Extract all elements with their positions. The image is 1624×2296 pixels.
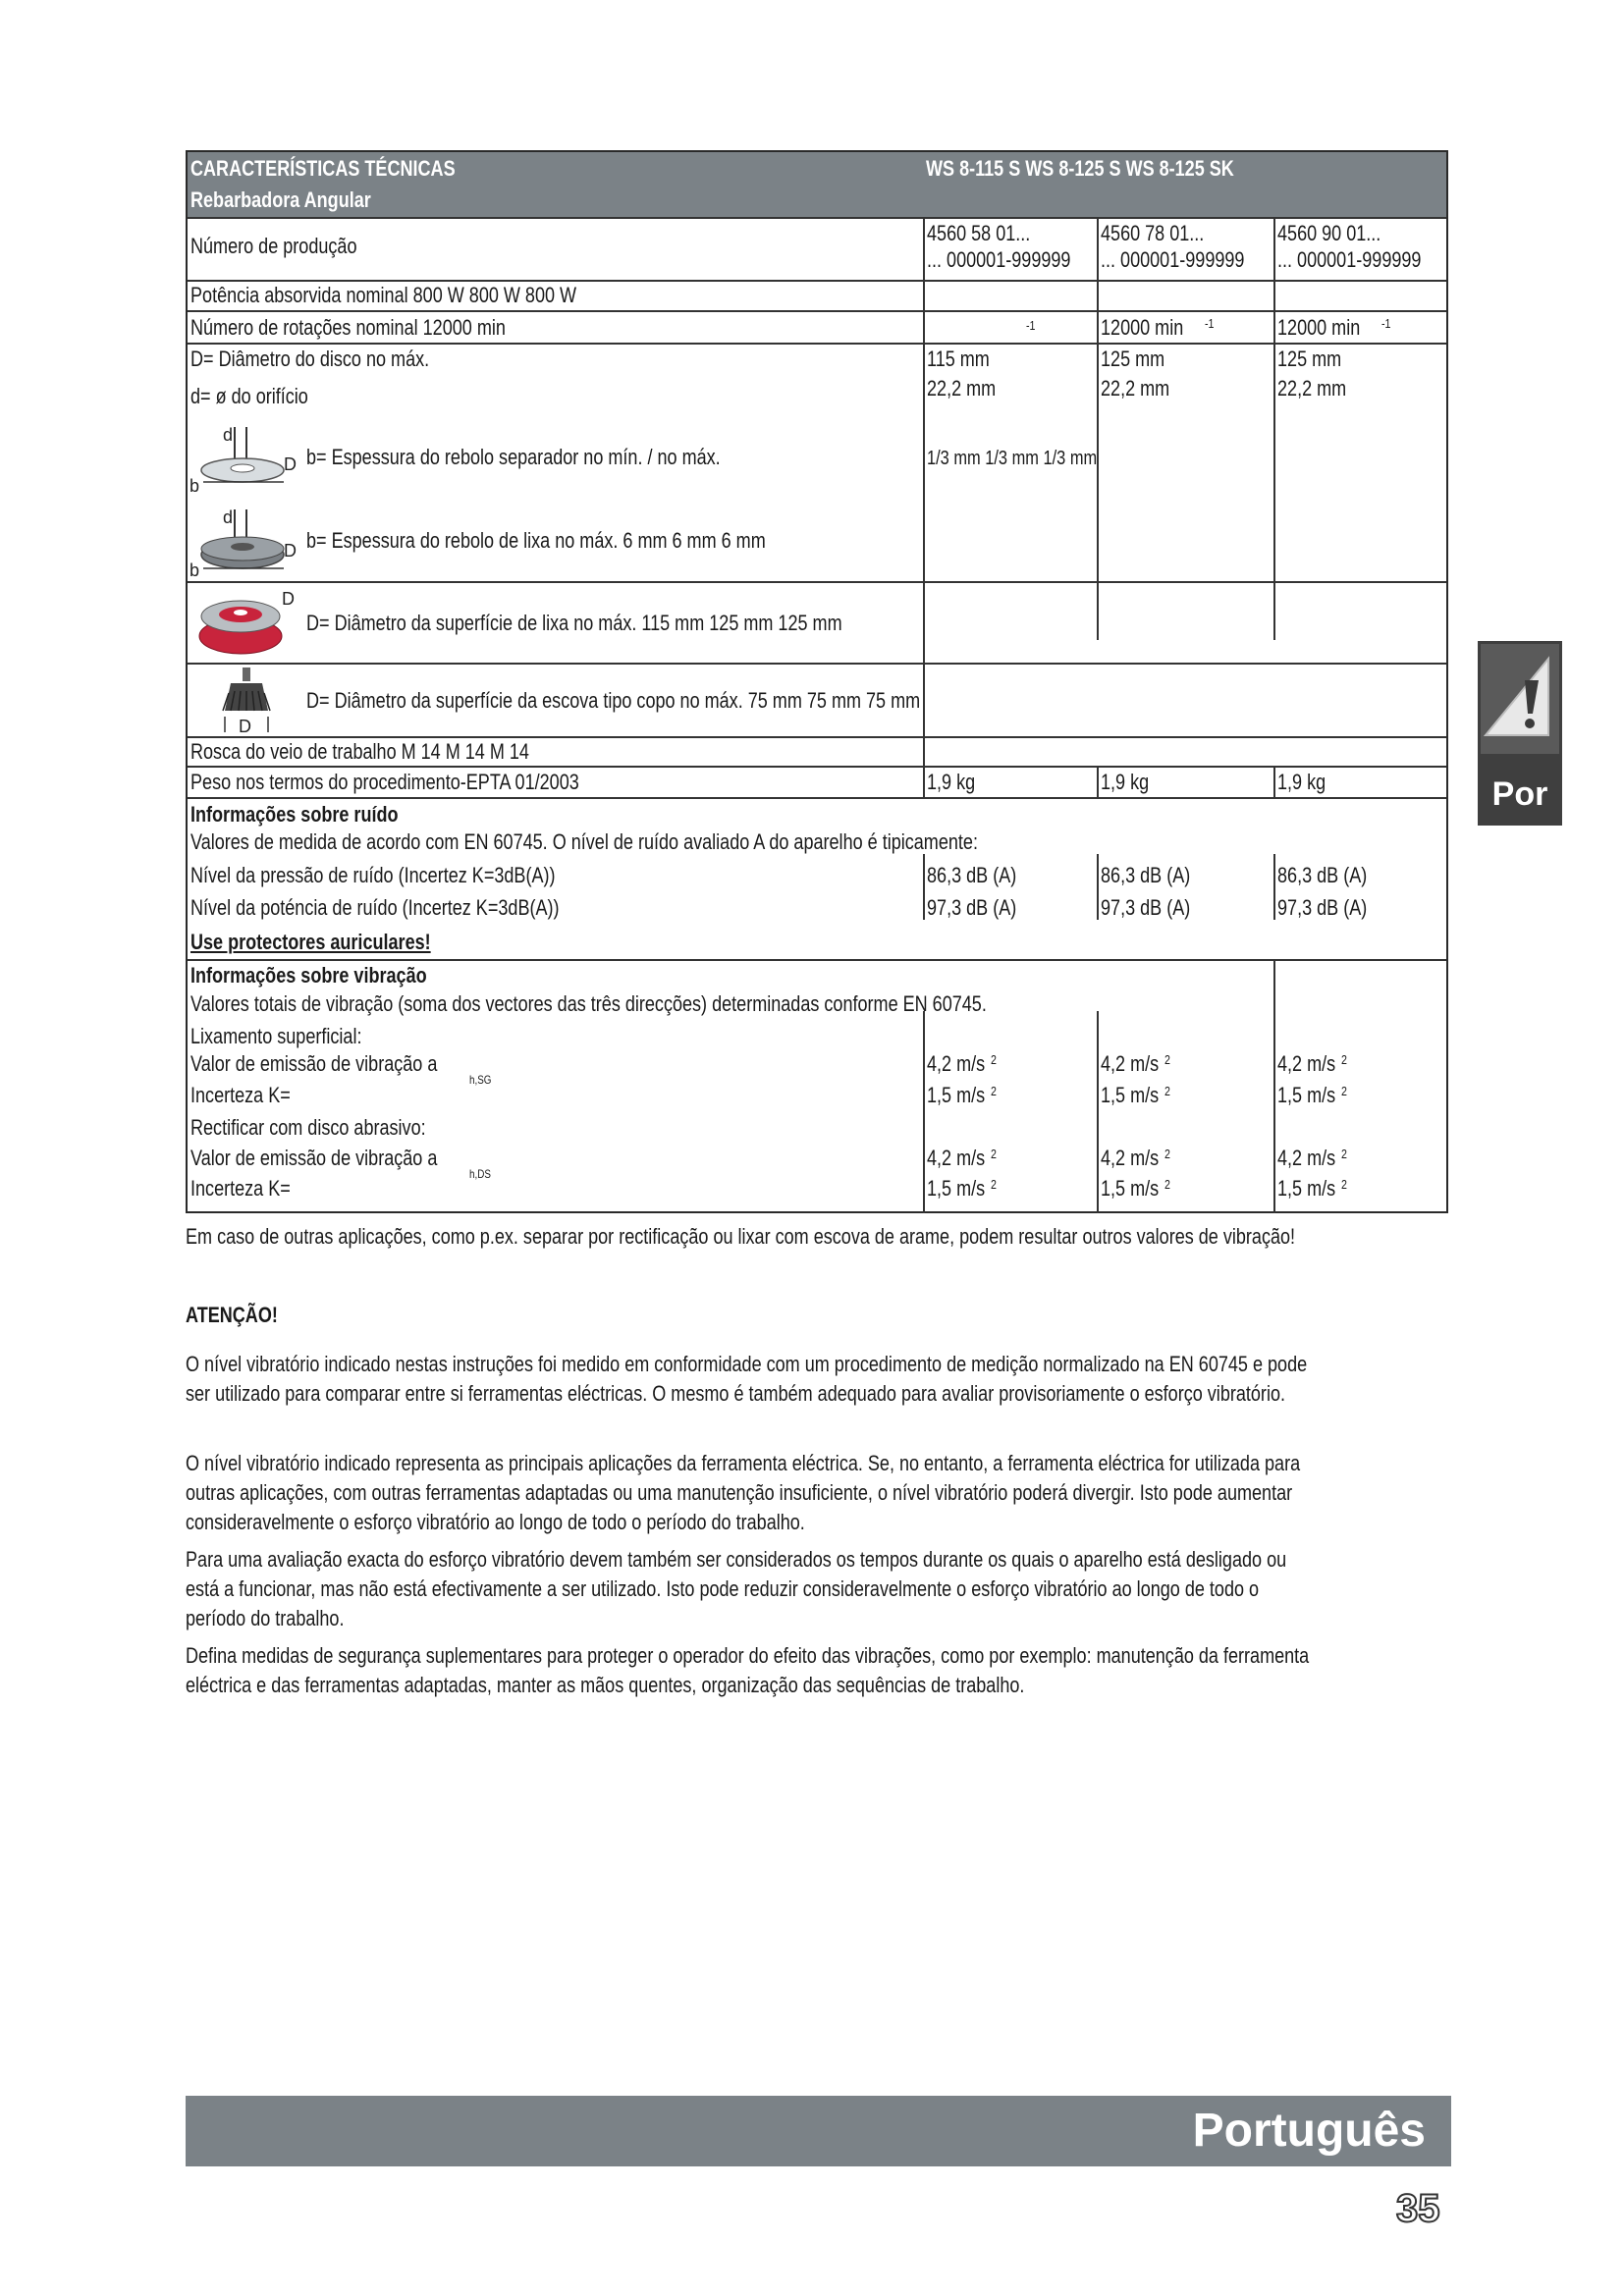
disc-grinding-label: Rectificar com disco abrasivo: <box>190 1115 426 1140</box>
emission-label-sg: Valor de emissão de vibração a <box>190 1051 438 1076</box>
noise-power-label: Nível da poténcia de ruído (Incertez K=3dB(A)) <box>190 895 560 920</box>
footer-language-title: Português <box>1192 2105 1426 2157</box>
cup-brush-icon <box>217 666 276 734</box>
svg-text:d: d <box>223 425 234 445</box>
sq-sup: 2 <box>1164 1177 1170 1192</box>
noise-pressure-c1: 86,3 dB (A) <box>927 863 1017 887</box>
svg-text:D: D <box>284 454 297 474</box>
svg-text:D: D <box>284 541 297 561</box>
vib-sg-uncert-c1: 1,5 m/s <box>927 1083 986 1107</box>
sq-sup: 2 <box>1164 1084 1170 1098</box>
vib-sg-emission-c2: 4,2 m/s <box>1101 1051 1160 1076</box>
rpm-label: Número de rotações nominal 12000 min <box>190 315 506 340</box>
vib-ds-uncert-c2: 1,5 m/s <box>1101 1176 1160 1201</box>
noise-heading: Informações sobre ruído <box>190 802 399 827</box>
vib-ds-uncert-c1: 1,5 m/s <box>927 1176 986 1201</box>
vibration-paragraph-2: O nível vibratório indicado representa as principais aplicações da ferramenta eléctrica. Se, no entanto, a ferramenta eléctrica for utilizada para outras aplicações, com outras ferramentas adaptadas ou uma manutenção insuficiente, o nível vibratório poderá divergir. Isto pode aumentar consideravelmente o esforço vibratório ao longo de todo o período do trabalho. <box>186 1451 1301 1534</box>
sanding-disc-icon <box>189 583 299 662</box>
weight-c1: 1,9 kg <box>927 770 976 794</box>
sq-sup: 2 <box>1341 1052 1347 1067</box>
production-c2b: ... 000001-999999 <box>1101 247 1245 272</box>
rpm-sup-3: -1 <box>1381 316 1391 331</box>
side-tab-label: Por <box>1491 775 1548 813</box>
weight-c2: 1,9 kg <box>1101 770 1150 794</box>
svg-text:d: d <box>223 507 234 527</box>
disc-c3b: 22,2 mm <box>1277 376 1347 400</box>
noise-intro: Valores de medida de acordo com EN 60745. O nível de ruído avaliado A do aparelho é tipicamente: <box>190 829 978 854</box>
sq-sup: 2 <box>991 1084 997 1098</box>
disc-c1a: 115 mm <box>927 347 990 371</box>
vib-ds-emission-c2: 4,2 m/s <box>1101 1146 1160 1170</box>
table-title: CARACTERÍSTICAS TÉCNICAS <box>190 156 456 181</box>
thread-label: Rosca do veio de trabalho M 14 M 14 M 14 <box>190 739 529 764</box>
cut-thickness-label: b= Espessura do rebolo separador no mín. / no máx. <box>306 445 721 469</box>
svg-text:b: b <box>189 476 200 496</box>
production-c3a: 4560 90 01... <box>1277 221 1381 245</box>
surface-grinding-label: Lixamento superficial: <box>190 1024 362 1048</box>
footer-language-band <box>186 2096 1451 2166</box>
cutting-disc-icon <box>189 421 299 500</box>
attention-heading: ATENÇÃO! <box>186 1303 278 1327</box>
cut-thickness-values: 1/3 mm 1/3 mm 1/3 mm <box>927 448 1098 469</box>
production-label: Número de produção <box>190 234 357 258</box>
production-c1a: 4560 58 01... <box>927 221 1031 245</box>
uncertainty-label-sg: Incerteza K= <box>190 1083 291 1107</box>
noise-pressure-c3: 86,3 dB (A) <box>1277 863 1368 887</box>
table-subtitle: Rebarbadora Angular <box>190 187 371 212</box>
power-label: Potência absorvida nominal 800 W 800 W 800 W <box>190 283 577 307</box>
disc-c2a: 125 mm <box>1101 347 1165 371</box>
vib-sg-uncert-c3: 1,5 m/s <box>1277 1083 1336 1107</box>
sq-sup: 2 <box>1164 1052 1170 1067</box>
vibration-paragraph-3: Para uma avaliação exacta do esforço vibratório devem também ser considerados os tempos durante os quais o aparelho está desligado ou está a funcionar, mas não está efectivamente a ser utilizado. Isto pode reduzir consideravelmente o esforço vibratório ao longo de todo o período do trabalho. <box>186 1547 1287 1630</box>
sq-sup: 2 <box>1164 1147 1170 1161</box>
production-c3b: ... 000001-999999 <box>1277 247 1422 272</box>
sq-sup: 2 <box>991 1147 997 1161</box>
grinding-disc-icon <box>189 504 299 582</box>
rpm-sup-2: -1 <box>1205 316 1215 331</box>
vibration-paragraph-1: O nível vibratório indicado nestas instruções foi medido em conformidade com um procedimento de medição normalizado na EN 60745 e pode ser utilizado para comparar entre si ferramentas eléctricas. O mesmo é também adequado para avaliar provisoriamente o esforço vibratório. <box>186 1352 1308 1406</box>
vibration-paragraph-4: Defina medidas de segurança suplementares para proteger o operador do efeito das vibrações, como por exemplo: manutenção da ferramenta eléctrica e das ferramentas adaptadas, manter as mãos quentes, organização das sequências de trabalho. <box>186 1643 1310 1697</box>
brush-diameter-label: D= Diâmetro da superfície da escova tipo copo no máx. 75 mm 75 mm 75 mm <box>306 688 921 713</box>
noise-pressure-label: Nível da pressão de ruído (Incertez K=3dB(A)) <box>190 863 556 887</box>
noise-power-c1: 97,3 dB (A) <box>927 895 1017 920</box>
uncertainty-label-ds: Incerteza K= <box>190 1176 291 1201</box>
emission-sub-sg: h,SG <box>469 1073 492 1087</box>
rpm-c2: 12000 min <box>1101 315 1184 340</box>
sanding-diameter-label: D= Diâmetro da superfície de lixa no máx. 115 mm 125 mm 125 mm <box>306 611 842 635</box>
svg-text:D: D <box>282 589 295 609</box>
svg-text:b: b <box>189 561 200 580</box>
disc-c3a: 125 mm <box>1277 347 1342 371</box>
disc-c1b: 22,2 mm <box>927 376 997 400</box>
vib-ds-emission-c3: 4,2 m/s <box>1277 1146 1336 1170</box>
vib-sg-uncert-c2: 1,5 m/s <box>1101 1083 1160 1107</box>
vibration-heading: Informações sobre vibração <box>190 963 427 988</box>
svg-text:D: D <box>239 717 251 734</box>
language-side-tab <box>1478 641 1562 826</box>
noise-warning: Use protectores auriculares! <box>190 930 431 954</box>
noise-power-c2: 97,3 dB (A) <box>1101 895 1191 920</box>
production-c1b: ... 000001-999999 <box>927 247 1071 272</box>
noise-pressure-c2: 86,3 dB (A) <box>1101 863 1191 887</box>
vibration-intro: Valores totais de vibração (soma dos vectores das três direcções) determinadas conforme EN 60745. <box>190 991 987 1016</box>
vib-sg-emission-c1: 4,2 m/s <box>927 1051 986 1076</box>
other-applications-note: Em caso de outras aplicações, como p.ex. separar por rectificação ou lixar com escova de arame, podem resultar outros valores de vibração! <box>186 1224 1296 1249</box>
disc-label-2: d= ø do orifício <box>190 384 308 408</box>
sq-sup: 2 <box>991 1052 997 1067</box>
production-c2a: 4560 78 01... <box>1101 221 1205 245</box>
sq-sup: 2 <box>1341 1084 1347 1098</box>
sq-sup: 2 <box>1341 1147 1347 1161</box>
technical-specs-table <box>186 150 1448 1213</box>
vib-ds-emission-c1: 4,2 m/s <box>927 1146 986 1170</box>
page-number: 35 <box>1396 2187 1440 2230</box>
models-header: WS 8-115 S WS 8-125 S WS 8-125 SK <box>926 156 1234 181</box>
vib-sg-emission-c3: 4,2 m/s <box>1277 1051 1336 1076</box>
sq-sup: 2 <box>1341 1177 1347 1192</box>
weight-label: Peso nos termos do procedimento-EPTA 01/2003 <box>190 770 579 794</box>
vib-ds-uncert-c3: 1,5 m/s <box>1277 1176 1336 1201</box>
rpm-c3: 12000 min <box>1277 315 1361 340</box>
weight-c3: 1,9 kg <box>1277 770 1326 794</box>
emission-sub-ds: h,DS <box>469 1167 491 1181</box>
disc-c2b: 22,2 mm <box>1101 376 1170 400</box>
emission-label-ds: Valor de emissão de vibração a <box>190 1146 438 1170</box>
noise-power-c3: 97,3 dB (A) <box>1277 895 1368 920</box>
rpm-sup-0: -1 <box>1026 318 1036 333</box>
disc-label-1: D= Diâmetro do disco no máx. <box>190 347 430 371</box>
grind-thickness-label: b= Espessura do rebolo de lixa no máx. 6 mm 6 mm 6 mm <box>306 528 766 553</box>
sq-sup: 2 <box>991 1177 997 1192</box>
